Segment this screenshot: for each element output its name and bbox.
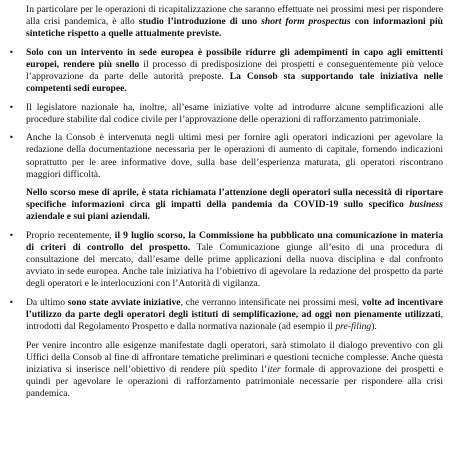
final-paragraph	[5, 340, 443, 400]
bullet-bold-text: il 9 luglio scorso, la Commissione ha pubblicato una comunicazione in materia di criteri di controllo del prospetto.	[26, 230, 444, 254]
bullet-item-national-legislator	[5, 102, 443, 126]
final-term-iter: iter	[267, 363, 281, 375]
bullet-text-regulation: , introdotti dal Regolamento Prospetto e dalla normativa nazionale (ad esempio il	[26, 309, 443, 333]
intro-paragraph	[5, 4, 443, 40]
bullet-item-consob-guidance	[5, 132, 443, 180]
bullet-term-pre-filing: pre-filing	[335, 321, 372, 333]
intro-term-short-form-prospectus: short form prospectus	[261, 16, 351, 28]
bullet-bold-text: sono state avviate iniziative	[67, 296, 181, 308]
april-paragraph	[5, 187, 443, 223]
april-bold-text-end: aziendale e sui piani aziendali.	[26, 211, 150, 223]
intro-bold-text: studio l’introduzione di uno	[138, 16, 262, 28]
bullet-icon: •	[9, 133, 14, 143]
bullet-item-commission-communication	[5, 230, 443, 290]
bullet-bold-text-2: volte ad incentivare l’utilizzo da parte degli operatori degli istituti di semplificazione, ad oggi non pienamente utilizzati	[26, 296, 444, 321]
bullet-bold-text: Solo con un intervento in sede europea è possibile ridurre gli adempimenti in capo agli emittenti europei, rendere più snello	[26, 46, 443, 70]
bullet-icon: •	[9, 47, 14, 57]
intro-text: In particolare per le operazioni di ricapitalizzazione che saranno effettuate nei prossimi mesi per rispondere alla crisi pandemica, è allo	[26, 4, 443, 28]
final-text: Per venire incontro alle esigenze manifestate dagli operatori, sarà stimolato il dialogo preventivo con gli Uffici della Consob al fine di affrontare tematiche preliminari e questioni tecniche complesse. Anche questa iniziativa si inserisce nell’obiettivo di rendere più spedito l’	[26, 339, 443, 375]
bullet-text: Da ultimo	[26, 296, 68, 308]
bullet-icon: •	[9, 102, 14, 112]
bullet-icon: •	[9, 297, 14, 307]
bullet-text-middle: , che verranno intensificate nei prossimi mesi,	[180, 296, 362, 308]
intro-bold-text-end: con informazioni più sintetiche rispetto a quelle attualmente previste.	[26, 16, 444, 40]
bullet-text: Il legislatore nazionale ha, inoltre, all’esame iniziative volte ad introdurre alcune semplificazioni alle procedure stabilite dal codice civile per l’approvazione delle operazioni di rafforzamento patrimoniale.	[26, 101, 443, 125]
april-bold-text: Nello scorso mese di aprile, è stata richiamata l’attenzione degli operatori sulla necessità di riportare specifiche informazioni circa gli impatti della pandemia da COVID-19 sullo specifico	[26, 187, 443, 211]
april-term-business: business	[409, 199, 443, 211]
bullet-text-end: Tale Comunicazione giunge all’esito di una procedura di consultazione del mercato, dall’esame delle prime applicazioni della nuova disciplina e dal confronto avviato in sede europea. Anche tale iniziativa ha l’obiettivo di agevolare la redazione del prospetto da parte degli operatori e le interlocuzioni con l’Autorità di vigilanza.	[26, 242, 443, 290]
final-text-end: formale di approvazione dei prospetti e quindi per agevolare le operazioni di rafforzamento patrimoniale necessarie per rispondere alla crisi pandemica.	[26, 363, 443, 400]
bullet-item-simplification-initiatives	[5, 297, 443, 333]
bullet-icon: •	[9, 231, 14, 240]
bullet-text: Proprio recentemente,	[26, 230, 115, 241]
bullet-text: il processo di predisposizione dei prospetti e conseguentemente più veloce l’approvazione da parte delle autorità preposte.	[26, 58, 443, 82]
bullet-item-european-intervention	[5, 47, 443, 95]
bullet-text: Anche la Consob è intervenuta negli ultimi mesi per fornire agli operatori indicazioni per agevolare la redazione della documentazione necessaria per le operazioni di aumento di capitale, fornendo indicazioni soprattutto per le aree informative dove, sulla base dell’esperienza maturata, gli operatori riscontrano maggiori difficoltà.	[26, 132, 443, 180]
bullet-text-end: ).	[371, 321, 377, 333]
bullet-bold-text-end: La Consob sta supportando tale iniziativa nelle competenti sedi europee.	[26, 70, 443, 95]
